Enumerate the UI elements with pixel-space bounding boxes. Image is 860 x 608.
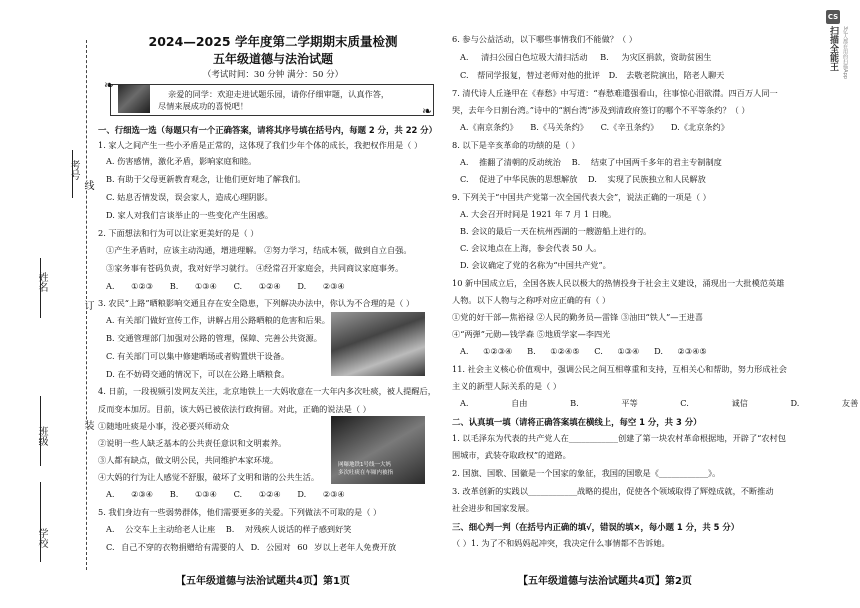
notice-ornament-left: ❧ [104, 78, 115, 92]
question-10-line-3: ①党的好干部—焦裕禄 ②人民的勤务员—雷锋 ③油田“铁人”—王进喜 [452, 312, 704, 322]
question-4-line-6: ④大妈的行为让人感觉不舒服，破坏了文明和谐的公共生活。 [98, 472, 320, 482]
school-underline [40, 482, 41, 562]
fill-1-line-2: 围城市，武装夺取政权”的道路。 [452, 450, 571, 460]
question-6-cd: C. 帮同学报复，替过老师对他的批评 D. 去敬老院演出，陪老人聊天 [460, 70, 725, 80]
question-10-line-1: 10 新中国成立后，全国各族人民以极大的热情投身于社会主义建设，涌现出一大批模范英雄 [452, 278, 785, 288]
question-2-line-2: ③家务事有苍码负责，我对好学习就行。 ④经常召开家庭会，共同商议家庭事务。 [106, 263, 404, 273]
subway-photo-caption-1: 网曝地铁1号线一大妈 [338, 462, 391, 468]
binding-ding: 订 [82, 300, 93, 310]
question-1-b: B. 有助于父母更新教育观念，让他们更好地了解我们。 [106, 174, 306, 184]
question-10-line-2: 人物。以下人物与之称呼对应正确的有（ ） [452, 295, 611, 305]
fill-1-line-1: 1. 以毛泽东为代表的共产党人在____________创建了第一块农村革命根据地，开辟了“农村包 [452, 433, 786, 443]
question-4-line-2: 反而变本加厉。目前，该大妈已被依法行政拘留。对此，正确的说法是（ ） [98, 404, 371, 414]
question-9-b: B. 会议的最后一天在杭州西湖的一艘游船上进行的。 [460, 226, 652, 236]
question-3: 3. 农民“上路”晒粮影响交通且存在安全隐患，下列解决办法中，你认为不合理的是（ ） [98, 298, 415, 308]
fill-3-line-1: 3. 改革创新的实践以____________战略的提出，促使各个领域取得了辉煌成就，不断推动 [452, 486, 774, 496]
name-label: 姓名 [36, 272, 47, 292]
section-1-heading: 一、行细选一选（每题只有一个正确答案，请将其序号填在括号内，每题 2 分，共 22 分） [98, 125, 438, 135]
question-3-b: B. 交通管理部门加强对公路的管理，保障、完善公共资源。 [106, 333, 322, 343]
question-4-line-4: ②说明一些人缺乏基本的公共责任意识和文明素养。 [98, 438, 287, 448]
question-4-line-1: 4. 日前，一段视频引发网友关注，北京地铁上一大妈收意在一大年内多次吐痰，被人提醒后， [98, 386, 436, 396]
camscanner-name: 扫描全能王 [828, 26, 838, 71]
question-11-options: A. 自由 B. 平等 C. 诚信 D. 友善 [460, 398, 859, 408]
page1-subtitle: 五年级道德与法治试题 [212, 52, 333, 66]
question-9-c: C. 会议地点在上海，参会代表 50 人。 [460, 243, 602, 253]
section-3-heading: 三、细心判一判（在括号内正确的填√，错误的填×，每小题 1 分，共 5 分） [452, 522, 740, 532]
question-2-line-1: ①产生矛盾时，应该主动沟通，增进理解。 ②努力学习，结成本领，做到自立自强。 [106, 245, 412, 255]
question-5-cd: C. 自己不穿的衣物捐赠给有需要的人 D. 公园对 60 岁以上老年人免费开放 [106, 542, 397, 552]
question-9-d: D. 会议确定了党的名称为“中国共产党”。 [460, 260, 611, 270]
question-9: 9. 下列关于“中国共产党第一次全国代表大会”，说法正确的一项是（ ） [452, 192, 711, 202]
question-5: 5. 我们身边有一些弱势群体，他们需要更多的关爱。下列做法不可取的是（ ） [98, 507, 382, 517]
question-2-options: A. ①②③ B. ①③④ C. ①②④ D. ②③④ [106, 281, 345, 291]
camscanner-logo: CS [826, 10, 840, 24]
exam-number-underline [72, 150, 73, 198]
page1-title: 2024—2025 学年度第二学期期末质量检测 [148, 34, 398, 49]
question-10-line-4: ④“两弹”元勋—钱学森 ⑤地质学家—李四光 [452, 329, 611, 339]
question-7-line-1: 7. 清代诗人丘逢甲在《春愁》中写道：“春愁难遣强看山，往事惊心泪欲潸。四百万人同一 [452, 88, 778, 98]
question-4-options: A. ②③④ B. ①③④ C. ①②④ D. ②③④ [106, 489, 345, 499]
question-8: 8. 以下是辛亥革命的功绩的是（ ） [452, 140, 580, 150]
question-7-line-2: 哭，去年今日割台湾。”诗中的“割台湾”涉及到清政府签订的哪个不平等条约？（ ） [452, 105, 750, 115]
class-label: 班级 [36, 426, 47, 446]
question-1-c: C. 姑息否情发误，误会家人，造成心理阴影。 [106, 192, 273, 202]
page2-footer: 【五年级道德与法治试题共4页】第2页 [518, 576, 692, 587]
question-4-line-5: ③人都有缺点，做文明公民，共同维护本家环境。 [98, 455, 279, 465]
fill-2: 2. 国旗、国歌、国徽是一个国家的象征，我国的国歌是《____________》。 [452, 468, 721, 478]
exam-number-label: 考号 [68, 160, 79, 180]
question-8-ab: A. 推翻了清朝的反动统治 B. 结束了中国两千多年的君主专制制度 [460, 157, 722, 167]
question-6: 6. 参与公益活动，以下哪些事情我们不能做？（ ） [452, 34, 637, 44]
question-3-d: D. 在不妨碍交通的情况下，可以在公路上晒粮食。 [106, 369, 290, 379]
page1-footer: 【五年级道德与法治试题共4页】第1页 [176, 576, 350, 587]
notice-line-2: 尽情来展成功的喜悦吧！ [158, 101, 249, 111]
name-underline [40, 258, 41, 318]
question-2: 2. 下面想法和行为可以让家更美好的是（ ） [98, 228, 259, 238]
question-10-options: A. ①②③④ B. ①②④⑤ C. ①③④ D. ②③④⑤ [460, 346, 707, 356]
judge-1: （ ）1. 为了不和妈妈起冲突，我决定什么事情都不告诉她。 [452, 538, 670, 548]
question-1: 1. 家人之间产生一些小矛盾是正常的，这体现了我们少年个体的成长，我把权作用是（ ） [98, 140, 423, 150]
question-5-ab: A. 公交车上主动给老人让座 B. 对残疾人说话的样子感到好笑 [106, 524, 352, 534]
question-7-options: A.《南京条约》 B.《马关条约》 C.《辛丑条约》 D.《北京条约》 [460, 122, 729, 132]
question-6-ab: A. 清扫公园白色垃圾大清扫活动 B. 为灾区捐款，资助贫困生 [460, 52, 712, 62]
question-1-d: D. 家人对我们言谈举止的一些变化产生困惑。 [106, 210, 274, 220]
fill-3-line-2: 社会进步和国家发展。 [452, 503, 534, 513]
question-3-c: C. 有关部门可以集中修建晒场或者购置烘干设备。 [106, 351, 290, 361]
question-9-a: A. 大会召开时间是 1921 年 7 月 1 日晚。 [460, 209, 617, 219]
notice-line-1: 亲爱的同学：欢迎走进试题乐园，请你仔细审题，认真作答， [168, 89, 390, 99]
subway-photo-caption-2: 多次吐痰在车厢内被指 [338, 470, 394, 476]
notice-ornament-right: ❧ [422, 104, 433, 118]
notice-avatar [118, 85, 150, 113]
question-1-a: A. 伤害感情，激化矛盾，影响家庭和睦。 [106, 156, 257, 166]
camscanner-tagline: 3亿人都在用的扫描App [842, 26, 848, 79]
question-8-cd: C. 促进了中华民族的思想解放 D. 实现了民族独立和人民解放 [460, 174, 706, 184]
exam-info: （考试时间：30 分钟 满分：50 分） [202, 70, 344, 80]
question-11-line-1: 11. 社会主义核心价值观中，强调公民之间互相尊重和支持，互相关心和帮助，努力形成社会 [452, 364, 787, 374]
section-2-heading: 二、认真填一填（请将正确答案填在横线上，每空 1 分，共 3 分） [452, 417, 702, 427]
question-4-line-3: ①随地吐痰是小事，没必要兴师动众 [98, 421, 230, 431]
binding-xian: 线 [82, 180, 93, 190]
question-11-line-2: 主义的新型人际关系的是（ ） [452, 381, 562, 391]
binding-zhuang: 装 [82, 420, 93, 430]
road-grain-photo [331, 312, 425, 376]
class-underline [40, 396, 41, 466]
school-label: 学校 [36, 528, 47, 548]
question-3-a: A. 有关部门做好宣传工作，讲解占用公路晒粮的危害和后果。 [106, 315, 330, 325]
